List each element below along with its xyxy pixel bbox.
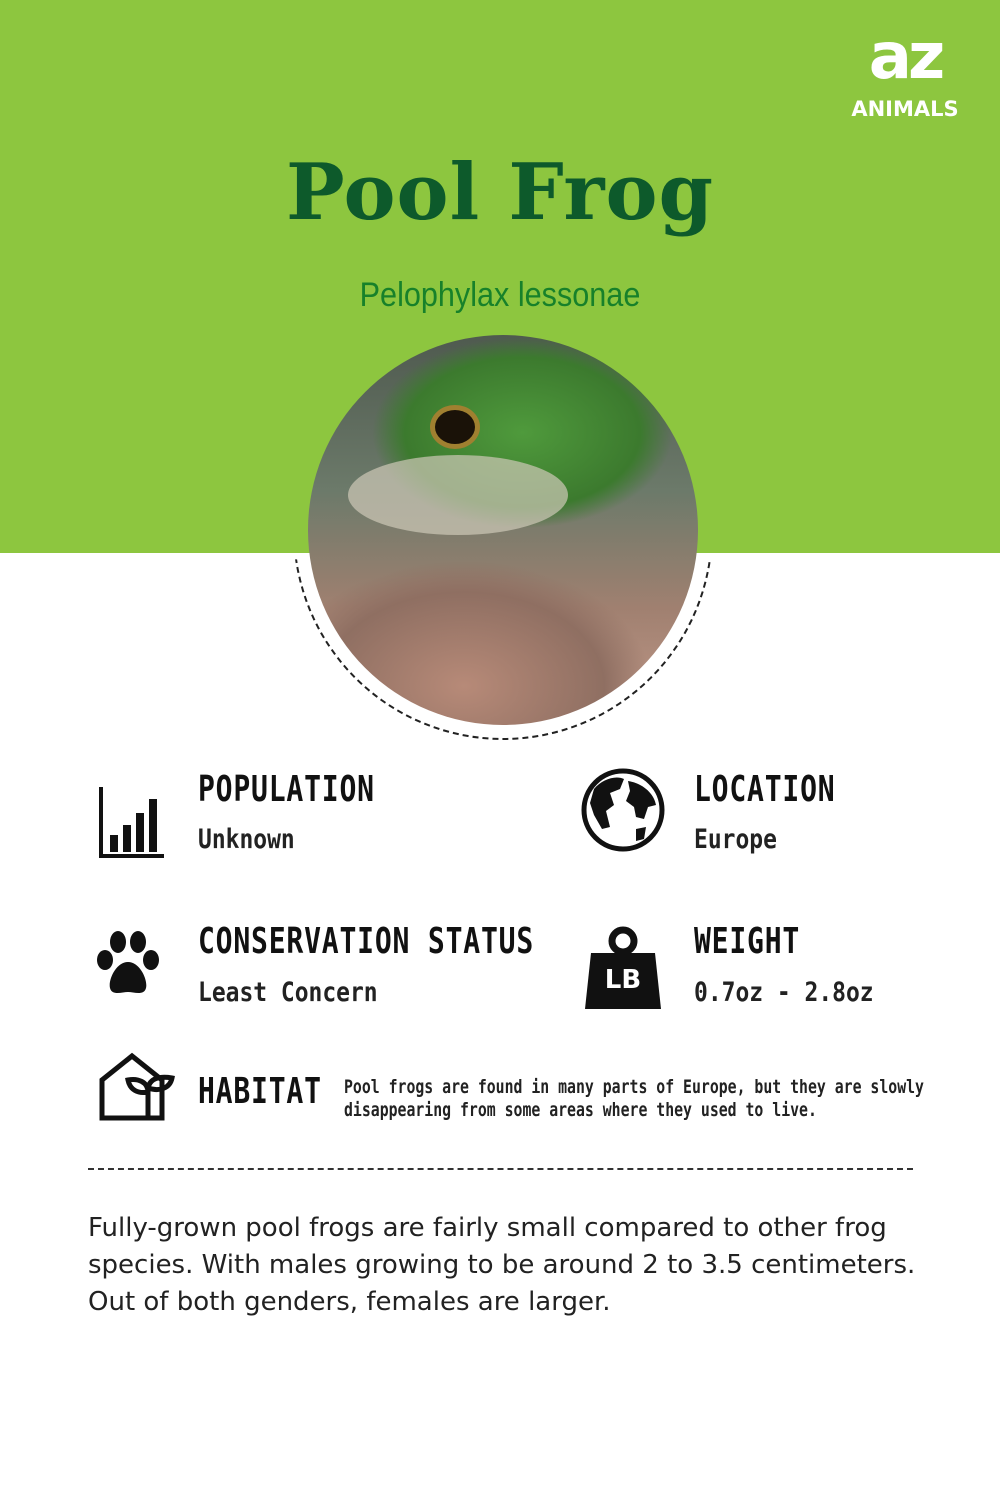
az-animals-logo[interactable] [840, 22, 970, 122]
frog-photo [308, 335, 698, 725]
weight-icon [583, 925, 663, 1009]
logo-text: ANIMALS [851, 97, 959, 121]
conservation-value: Least Concern [198, 977, 378, 1008]
habitat-label: HABITAT [198, 1071, 322, 1112]
conservation-label: CONSERVATION STATUS [198, 921, 535, 962]
description: Fully-grown pool frogs are fairly small compared to other frog species. With males growing to be around 2 to 3.5 centimeters. Out of both genders, females are larger. [88, 1213, 916, 1317]
population-label: POPULATION [198, 769, 375, 810]
paw-icon [94, 930, 162, 998]
habitat-value: Pool frogs are found in many parts of Europe, but they are slowly disappearing from some areas where they used to live. [344, 1076, 924, 1121]
globe-icon [580, 767, 666, 853]
frog-eye [430, 405, 480, 449]
population-value: Unknown [198, 824, 295, 855]
weight-icon-text: LB [604, 965, 642, 995]
logo-mark: az [868, 20, 942, 94]
location-label: LOCATION [694, 769, 836, 810]
house-plant-icon [98, 1052, 178, 1122]
weight-value: 0.7oz - 2.8oz [694, 977, 874, 1008]
location-value: Europe [694, 824, 777, 855]
scientific-name: Pelophylax lessonae [359, 276, 641, 314]
bar-chart-icon [98, 785, 166, 859]
dashed-divider [88, 1168, 913, 1170]
frog-belly [348, 455, 568, 535]
weight-label: WEIGHT [694, 921, 801, 962]
page-title: Pool Frog [285, 147, 715, 238]
